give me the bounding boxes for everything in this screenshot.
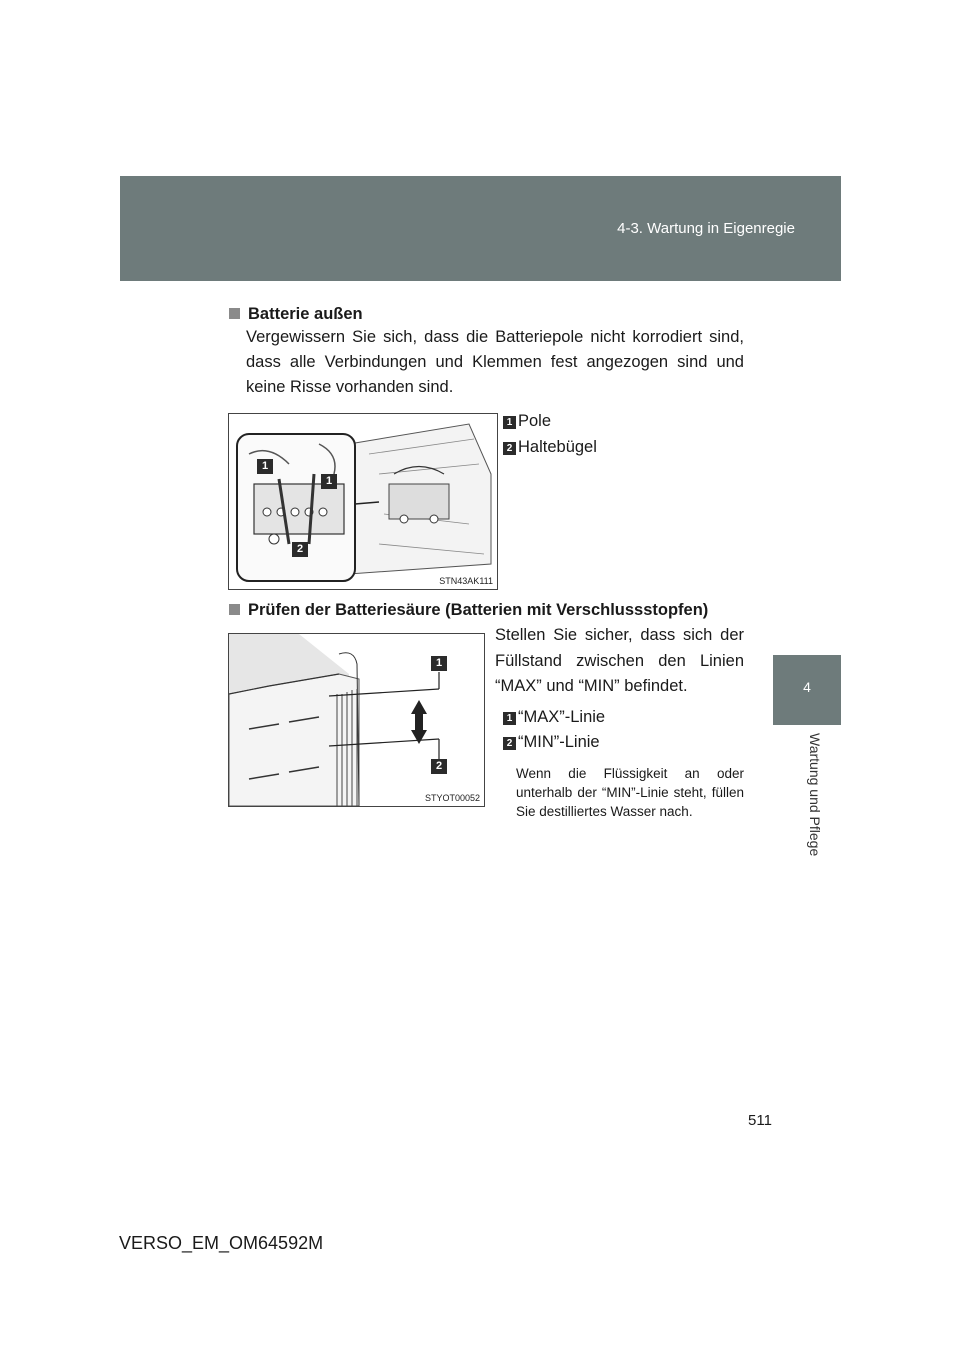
battery-exterior-text: Vergewissern Sie sich, dass die Batteriepole nicht korrodiert sind, dass alle Verbindungen und Klemmen fest angezogen sind und keine Risse vorhanden sind.	[246, 328, 744, 396]
figure-code: STN43AK111	[439, 576, 493, 586]
electrolyte-figure	[228, 633, 485, 807]
battery-figure	[228, 413, 498, 590]
section-heading-battery-exterior	[229, 305, 363, 324]
callout-min: 2	[431, 759, 447, 774]
legend-item-bracket	[503, 438, 597, 457]
legend-label: “MIN”-Linie	[518, 733, 600, 751]
section-title: 4-3. Wartung in Eigenregie	[617, 220, 795, 237]
legend-item-min	[503, 733, 600, 752]
number-1-icon: 1	[503, 712, 516, 725]
refill-note: Wenn die Flüssigkeit an oder unterhalb der “MIN”-Linie steht, füllen Sie destilliertes Wasser nach.	[516, 766, 744, 819]
heading-text: Prüfen der Batteriesäure (Batterien mit Verschlussstopfen)	[248, 601, 709, 619]
engine-bay-illustration	[229, 414, 497, 589]
figure-code: STYOT00052	[424, 793, 480, 803]
electrolyte-text: Stellen Sie sicher, dass sich der Füllstand zwischen den Linien “MAX” und “MIN” befindet.	[495, 626, 744, 695]
chapter-label: Wartung und Pflege	[807, 733, 823, 857]
legend-label: Haltebügel	[518, 438, 597, 456]
legend-label: “MAX”-Linie	[518, 708, 606, 726]
number-1-icon: 1	[503, 416, 516, 429]
number-2-icon: 2	[503, 737, 516, 750]
chapter-number: 4	[803, 679, 811, 695]
square-bullet-icon	[229, 308, 240, 319]
legend-item-poles	[503, 412, 551, 431]
number-2-icon: 2	[503, 442, 516, 455]
callout-bracket: 2	[292, 542, 308, 557]
callout-max: 1	[431, 656, 447, 671]
document-code: VERSO_EM_OM64592M	[119, 1233, 324, 1253]
callout-pole-right: 1	[321, 474, 337, 489]
legend-label: Pole	[518, 412, 552, 430]
section-heading-electrolyte	[229, 601, 708, 620]
legend-item-max	[503, 708, 605, 727]
heading-text: Batterie außen	[248, 305, 363, 323]
callout-pole-left: 1	[257, 459, 273, 474]
square-bullet-icon	[229, 604, 240, 615]
header-band	[120, 176, 841, 281]
chapter-tab	[773, 655, 841, 725]
page-number: 511	[748, 1112, 772, 1129]
